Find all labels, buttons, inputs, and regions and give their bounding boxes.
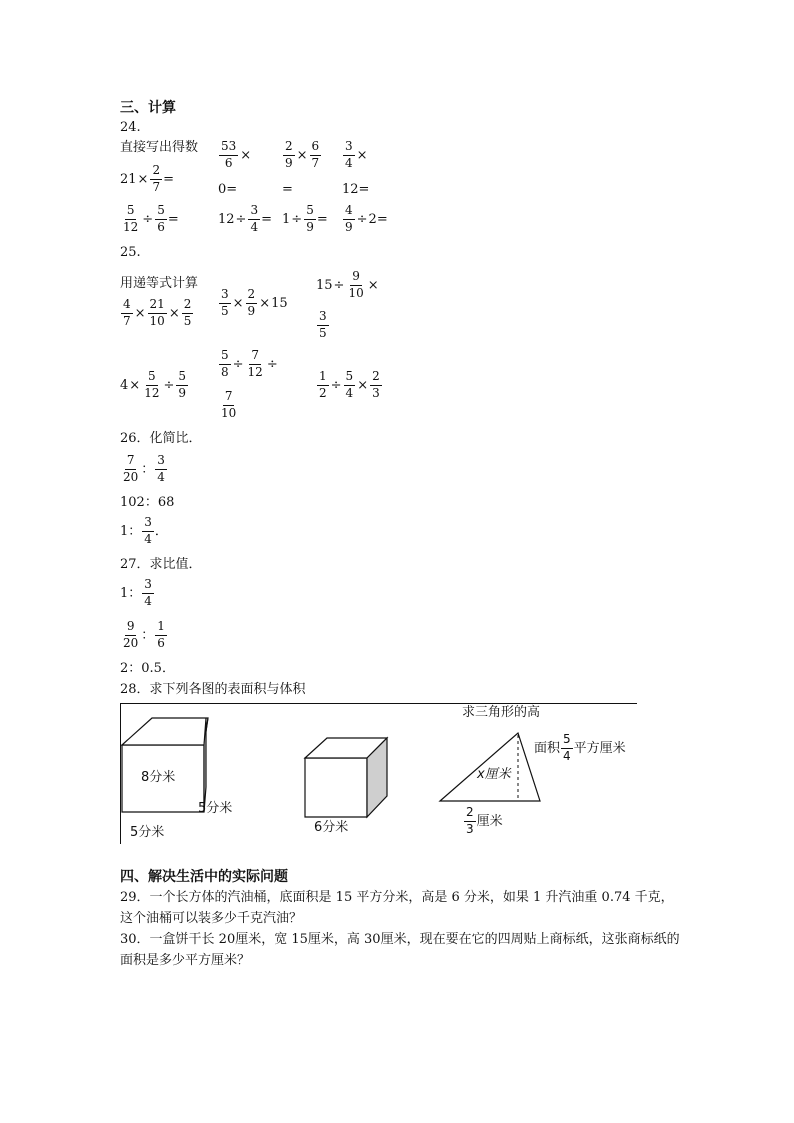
fraction: $\frac{21}{10}$ [149, 297, 165, 328]
fraction: 7 10 [221, 389, 237, 420]
cube-edge-label: 6分米 [314, 820, 349, 835]
triangle-title: 求三角形的高 [462, 705, 541, 720]
fraction: $\frac{5}{4}$ [345, 369, 354, 400]
q24-item-4: 21 × $\frac{2}{7}$ = [120, 163, 174, 194]
fraction: $\frac{2}{7}$ [152, 163, 161, 194]
fraction: 3 4 [144, 515, 152, 546]
cuboid-figure [120, 715, 220, 815]
q25-expr-6: $\frac{1}{2}$ ÷ $\frac{5}{4}$ × $\frac{2}{3}$ [319, 369, 380, 400]
q26-ratio-2: 102：68 [120, 495, 175, 510]
q24-instruction: 直接写出得数 [120, 140, 199, 155]
fraction: 1 6 [157, 619, 165, 650]
q24-number: 24. [120, 120, 141, 135]
fraction: $\frac{5}{8}$ [221, 348, 229, 379]
q25-number: 25. [120, 245, 141, 260]
q30-text: 30．一盒饼干长 20厘米，宽 15厘米，高 30厘米，现在要在它的四周贴上商标纸，这张商标纸的面积是多少平方厘米？ [120, 932, 680, 968]
fraction: $\frac{2}{9}$ [285, 139, 293, 170]
q24-item-2: $\frac{2}{9}$ × $\frac{6}{7}$ [285, 139, 320, 170]
q26-title: 26．化简比． [120, 431, 202, 446]
fraction: $\frac{2}{3}$ [372, 369, 380, 400]
q25-expr-4-cont [218, 390, 239, 421]
fraction: $\frac{5}{12}$ [123, 203, 139, 234]
q24-item-6: 12 ÷ $\frac{3}{4}$ = [218, 203, 272, 234]
fraction: $\frac{4}{9}$ [345, 203, 353, 234]
fraction: $\frac{3}{4}$ [345, 139, 353, 170]
section4-title: 四、解决生活中的实际问题 [120, 869, 288, 885]
q26-ratio-1: 7 20 ： 3 4 [123, 453, 165, 484]
triangle-area-label: 面积 5 4 平方厘米 [534, 732, 626, 763]
q25-expr-1-cont [316, 310, 330, 341]
q25-expr-3: $\frac{3}{5}$ × $\frac{2}{9}$ × 15 [221, 287, 288, 318]
q27-ratio-1: 1： 3 4 [120, 577, 152, 608]
q25-expr-5: 4 × $\frac{5}{12}$ ÷ $\frac{5}{9}$ [120, 369, 187, 400]
cuboid-width-label: 5分米 [130, 825, 165, 840]
fraction: 3 5 [319, 309, 327, 340]
q24-item-3: $\frac{3}{4}$ × [345, 139, 368, 170]
fraction: $\frac{1}{2}$ [319, 369, 327, 400]
fraction: 7 20 [123, 453, 139, 484]
fraction: $\frac{4}{7}$ [123, 297, 131, 328]
fraction: $\frac{7}{12}$ [247, 348, 263, 379]
fraction: $\frac{5}{6}$ [157, 203, 165, 234]
fraction: 9 20 [123, 619, 139, 650]
cuboid-top-face [122, 718, 208, 745]
cuboid-height-label: 8分米 [141, 770, 176, 785]
q25-expr-2: $\frac{4}{7}$ × $\frac{21}{10}$ × $\frac{2}{5}$ [123, 297, 192, 328]
fraction: $\frac{2}{9}$ [247, 287, 256, 318]
fraction: 5 4 [563, 732, 571, 763]
q24-tail-2: = [282, 182, 293, 197]
fraction: $\frac{5}{9}$ [306, 203, 314, 234]
fraction: $\frac{5}{12}$ [144, 369, 160, 400]
q27-ratio-3: 2：0.5． [120, 661, 175, 676]
cube-figure [303, 736, 391, 820]
q24-tail-1: 0= [218, 182, 238, 197]
fraction: 2 3 [466, 805, 474, 836]
triangle-base-label: 2 3 厘米 [466, 805, 503, 836]
q25-instruction: 用递等式计算 [120, 276, 199, 291]
q27-title: 27．求比值． [120, 557, 202, 572]
q25-expr-4: $\frac{5}{8}$ ÷ $\frac{7}{12}$ ÷ [221, 348, 278, 379]
q29-text: 29．一个长方体的汽油桶，底面积是 15 平方分米，高是 6 分米，如果 1 升汽油重 0.74 千克，这个油桶可以装多少千克汽油？ [120, 890, 674, 926]
q26-ratio-3: 1： 3 4 ． [120, 515, 168, 546]
q24-item-7: 1 ÷ $\frac{5}{9}$ = [282, 203, 328, 234]
fraction: 3 4 [157, 453, 165, 484]
q24-tail-3: 12= [342, 182, 370, 197]
triangle-height-label: x厘米 [477, 767, 511, 782]
q24-item-5: $\frac{5}{12}$ ÷ $\frac{5}{6}$ = [123, 203, 179, 234]
fraction: $\frac{3}{5}$ [221, 287, 229, 318]
fraction: $\frac{6}{7}$ [311, 139, 320, 170]
cube-front-face [305, 758, 367, 817]
q25-expr-1: 15 ÷ $\frac{9}{10}$ × [316, 269, 379, 300]
fraction: $\frac{9}{10}$ [348, 269, 364, 300]
q27-ratio-2: 9 20 ： 1 6 [123, 619, 165, 650]
cuboid-depth-label: 5分米 [198, 801, 233, 816]
fraction: $\frac{5}{9}$ [178, 369, 187, 400]
fraction: 3 4 [144, 577, 152, 608]
fraction: $\frac{3}{4}$ [250, 203, 259, 234]
fraction: $\frac{53}{6}$ [221, 139, 237, 170]
q24-item-8: $\frac{4}{9}$ ÷ 2= [345, 203, 388, 234]
q24-item-1: $\frac{53}{6}$ × [221, 139, 252, 170]
section3-title: 三、计算 [120, 100, 176, 116]
q28-title: 28．求下列各图的表面积与体积 [120, 682, 306, 697]
fraction: $\frac{2}{5}$ [183, 297, 192, 328]
